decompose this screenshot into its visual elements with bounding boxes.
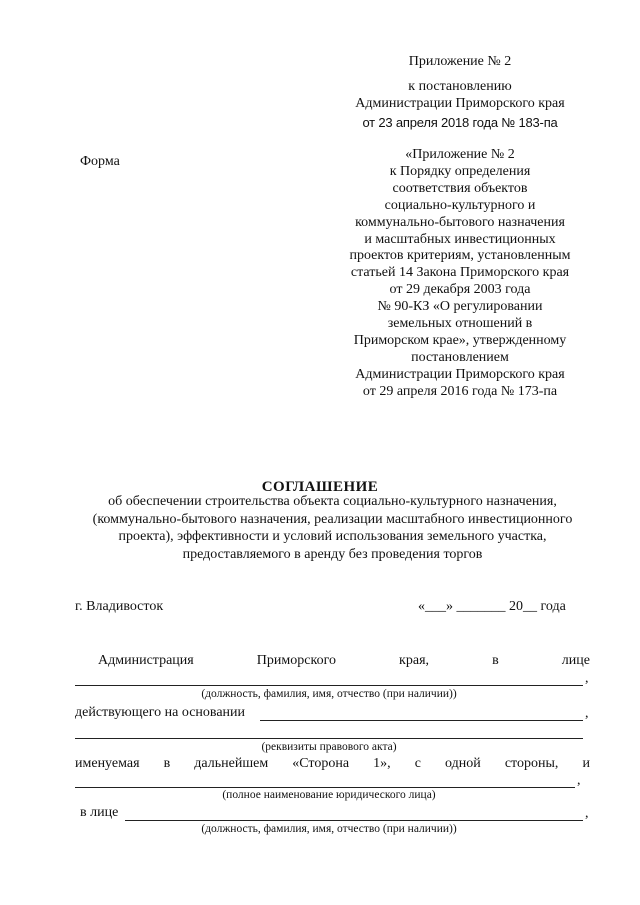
- party1-representative-line[interactable]: [75, 685, 583, 686]
- body-word: в: [492, 653, 499, 668]
- hint-legal-entity: (полное наименование юридического лица): [222, 789, 436, 801]
- appendix-line: соответствия объектов: [392, 180, 528, 196]
- hint-position-name: (должность, фамилия, имя, отчество (при наличии)): [201, 688, 457, 700]
- body-word: дальнейшем: [194, 756, 269, 771]
- appendix-line: от 29 декабря 2003 года: [389, 282, 531, 298]
- appendix-reference-block: [330, 147, 590, 401]
- party1-designation-row: [75, 756, 590, 772]
- hint-legal-act: (реквизиты правового акта): [261, 741, 397, 753]
- form-label: Форма: [80, 154, 120, 169]
- body-word: стороны,: [504, 756, 559, 771]
- body-word: и: [582, 756, 590, 771]
- appendix-line: от 29 апреля 2016 года № 173-па: [362, 383, 558, 399]
- to-resolution-line: к постановлению: [408, 79, 512, 94]
- annex-title: Приложение № 2: [408, 54, 512, 69]
- appendix-line: социально-культурного и: [384, 197, 536, 213]
- appendix-line: Администрации Приморского края: [355, 366, 565, 382]
- legal-entity-line[interactable]: [75, 787, 575, 788]
- appendix-line: и масштабных инвестиционных: [364, 231, 556, 247]
- body-word: в: [163, 756, 171, 771]
- agreement-subtitle: [75, 493, 590, 563]
- row4-comma: ,: [585, 806, 589, 821]
- body-word: одной: [445, 756, 481, 771]
- appendix-line: № 90-КЗ «О регулировании: [377, 299, 543, 315]
- basis-field-line[interactable]: [260, 720, 583, 721]
- subtitle-line: проекта), эффективности и условий использования земельного участка,: [118, 529, 547, 544]
- subtitle-line: (коммунально-бытового назначения, реализации масштабного инвестиционного: [92, 511, 573, 527]
- appendix-line: коммунально-бытового назначения: [355, 214, 565, 230]
- appendix-line: постановлением: [411, 349, 509, 365]
- in-person-label: в лице: [80, 805, 119, 820]
- body-word: Администрация: [98, 653, 194, 668]
- basis-continuation-line[interactable]: [75, 738, 583, 739]
- hint-position-name-2: (должность, фамилия, имя, отчество (при наличии)): [201, 823, 457, 835]
- body-word: именуемая: [75, 756, 140, 771]
- party2-representative-line[interactable]: [125, 820, 583, 821]
- appendix-line: «Приложение № 2: [405, 147, 515, 162]
- administration-line: Администрации Приморского края: [355, 96, 565, 111]
- body-word: края,: [399, 653, 430, 668]
- appendix-line: земельных отношений в: [387, 316, 533, 332]
- appendix-line: статьей 14 Закона Приморского края: [350, 265, 570, 281]
- subtitle-line: об обеспечении строительства объекта социально-культурного назначения,: [108, 494, 557, 509]
- city-label: г. Владивосток: [75, 599, 164, 614]
- appendix-line: к Порядку определения: [389, 163, 531, 179]
- party1-intro-row: [98, 653, 590, 669]
- body-word: «Сторона: [292, 756, 350, 771]
- acting-on-basis-label: действующего на основании: [75, 705, 246, 720]
- row1-comma: ,: [585, 671, 589, 686]
- appendix-line: Приморском крае», утвержденному: [353, 332, 567, 348]
- subtitle-line: предоставляемого в аренду без проведения торгов: [182, 546, 483, 562]
- agreement-title: СОГЛАШЕНИЕ: [261, 479, 379, 495]
- row3-comma: ,: [577, 773, 581, 788]
- date-field[interactable]: «___» _______ 20__ года: [418, 599, 566, 614]
- resolution-stamp: от 23 апреля 2018 года № 183-па: [362, 115, 558, 130]
- body-word: лице: [561, 653, 590, 668]
- row2-comma: ,: [585, 706, 589, 721]
- body-word: с: [414, 756, 421, 771]
- appendix-line: проектов критериям, установленным: [349, 248, 571, 264]
- body-word: 1»,: [373, 756, 391, 771]
- body-word: Приморского: [256, 653, 336, 668]
